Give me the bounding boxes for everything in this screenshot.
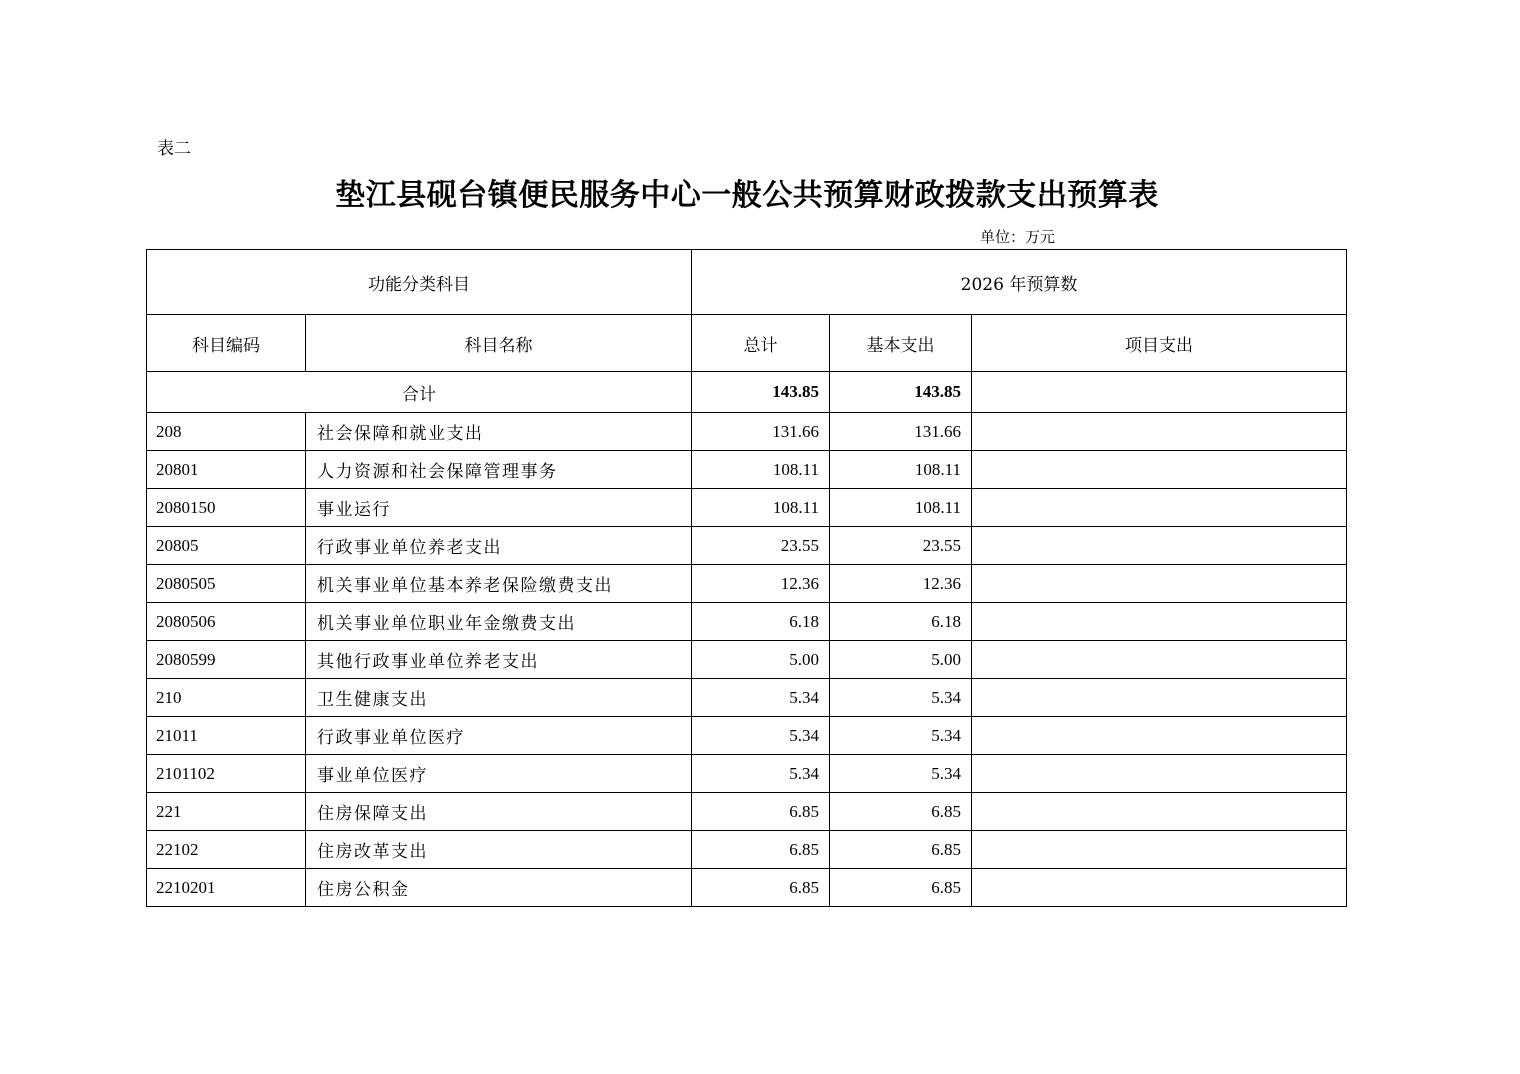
header-row-2	[147, 315, 1347, 372]
row-project	[972, 527, 1347, 565]
row-basic: 6.85	[830, 793, 972, 831]
row-project	[972, 755, 1347, 793]
row-total: 108.11	[692, 489, 830, 527]
row-total: 6.85	[692, 831, 830, 869]
row-project	[972, 489, 1347, 527]
row-name: 事业单位医疗	[306, 755, 692, 793]
budget-table	[146, 249, 1347, 907]
row-basic: 23.55	[830, 527, 972, 565]
header-total: 总计	[692, 315, 830, 372]
row-total: 6.85	[692, 793, 830, 831]
table-row	[147, 869, 1347, 907]
table-row	[147, 565, 1347, 603]
table-row	[147, 755, 1347, 793]
header-project: 项目支出	[972, 315, 1347, 372]
row-name: 人力资源和社会保障管理事务	[306, 451, 692, 489]
row-project	[972, 793, 1347, 831]
row-basic: 5.00	[830, 641, 972, 679]
row-total: 5.00	[692, 641, 830, 679]
header-basic: 基本支出	[830, 315, 972, 372]
row-project	[972, 869, 1347, 907]
row-total: 6.85	[692, 869, 830, 907]
row-name: 机关事业单位基本养老保险缴费支出	[306, 565, 692, 603]
row-code: 21011	[147, 717, 306, 755]
row-name: 行政事业单位养老支出	[306, 527, 692, 565]
table-row	[147, 527, 1347, 565]
row-code: 208	[147, 413, 306, 451]
row-basic: 5.34	[830, 755, 972, 793]
unit-note: 单位：万元	[980, 228, 1056, 246]
row-project	[972, 641, 1347, 679]
row-name: 住房公积金	[306, 869, 692, 907]
header-name: 科目名称	[306, 315, 692, 372]
table-row	[147, 451, 1347, 489]
header-code: 科目编码	[147, 315, 306, 372]
row-code: 2080150	[147, 489, 306, 527]
row-name: 住房改革支出	[306, 831, 692, 869]
row-code: 210	[147, 679, 306, 717]
table-row	[147, 717, 1347, 755]
row-code: 20805	[147, 527, 306, 565]
total-row	[147, 372, 1347, 413]
row-project	[972, 679, 1347, 717]
row-name: 机关事业单位职业年金缴费支出	[306, 603, 692, 641]
row-project	[972, 451, 1347, 489]
row-basic: 5.34	[830, 717, 972, 755]
table-row	[147, 831, 1347, 869]
row-name: 卫生健康支出	[306, 679, 692, 717]
row-basic: 6.85	[830, 869, 972, 907]
row-code: 2080505	[147, 565, 306, 603]
row-basic: 108.11	[830, 451, 972, 489]
row-project	[972, 831, 1347, 869]
row-total: 6.18	[692, 603, 830, 641]
row-basic: 131.66	[830, 413, 972, 451]
row-code: 2080506	[147, 603, 306, 641]
row-project	[972, 717, 1347, 755]
row-basic: 108.11	[830, 489, 972, 527]
row-total: 5.34	[692, 755, 830, 793]
row-total: 5.34	[692, 679, 830, 717]
row-name: 事业运行	[306, 489, 692, 527]
table-row	[147, 641, 1347, 679]
total-project	[972, 372, 1347, 413]
row-basic: 5.34	[830, 679, 972, 717]
row-total: 131.66	[692, 413, 830, 451]
row-basic: 6.18	[830, 603, 972, 641]
row-project	[972, 565, 1347, 603]
row-total: 5.34	[692, 717, 830, 755]
row-code: 2210201	[147, 869, 306, 907]
total-amount: 143.85	[692, 372, 830, 413]
row-total: 23.55	[692, 527, 830, 565]
table-row	[147, 489, 1347, 527]
total-label: 合计	[147, 372, 692, 413]
row-total: 12.36	[692, 565, 830, 603]
total-basic: 143.85	[830, 372, 972, 413]
table-row	[147, 679, 1347, 717]
row-basic: 12.36	[830, 565, 972, 603]
header-budget-year: 2026 年预算数	[692, 250, 1347, 315]
header-row-1	[147, 250, 1347, 315]
row-name: 社会保障和就业支出	[306, 413, 692, 451]
row-code: 221	[147, 793, 306, 831]
row-project	[972, 603, 1347, 641]
row-name: 行政事业单位医疗	[306, 717, 692, 755]
table-label: 表二	[157, 139, 191, 159]
row-project	[972, 413, 1347, 451]
table-row	[147, 603, 1347, 641]
row-code: 2080599	[147, 641, 306, 679]
page-title: 垫江县砚台镇便民服务中心一般公共预算财政拨款支出预算表	[335, 178, 1159, 213]
row-code: 22102	[147, 831, 306, 869]
row-name: 住房保障支出	[306, 793, 692, 831]
row-code: 2101102	[147, 755, 306, 793]
table-row	[147, 793, 1347, 831]
header-functional-classification: 功能分类科目	[147, 250, 692, 315]
row-basic: 6.85	[830, 831, 972, 869]
table-row	[147, 413, 1347, 451]
row-code: 20801	[147, 451, 306, 489]
row-name: 其他行政事业单位养老支出	[306, 641, 692, 679]
row-total: 108.11	[692, 451, 830, 489]
